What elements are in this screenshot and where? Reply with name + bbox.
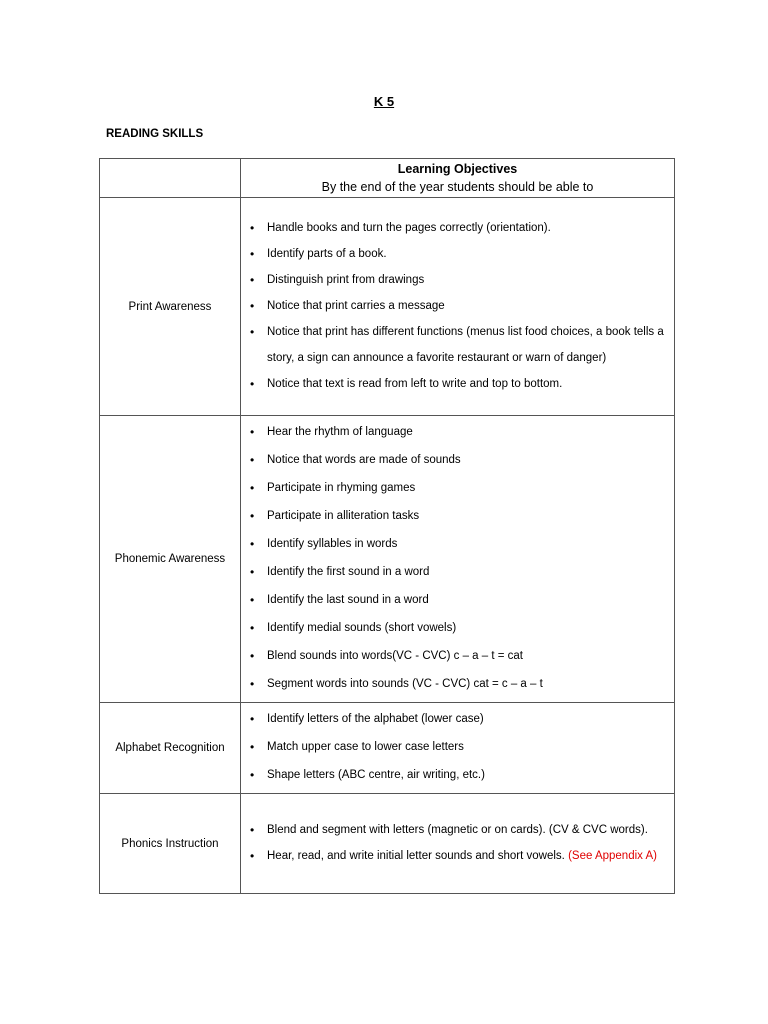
list-item: • Participate in rhyming games [247, 474, 668, 502]
list-item: • Identify the first sound in a word [247, 558, 668, 586]
objectives-table [99, 158, 675, 894]
list-item: • Segment words into sounds (VC - CVC) cat = c – a – t [247, 670, 668, 698]
list-item: • Identify the last sound in a word [247, 586, 668, 614]
objectives-list [241, 703, 674, 793]
objectives-list [241, 416, 674, 702]
section-heading: READING SKILLS [106, 128, 204, 140]
list-item: • Identify syllables in words [247, 530, 668, 558]
list-item: • Match upper case to lower case letters [247, 733, 668, 761]
list-item: • Notice that words are made of sounds [247, 446, 668, 474]
list-item: • Participate in alliteration tasks [247, 502, 668, 530]
list-item: • Distinguish print from drawings [247, 267, 668, 293]
appendix-reference: (See Appendix A) [568, 849, 657, 862]
skill-cell-print-awareness: Print Awareness [100, 198, 241, 416]
table-row [100, 198, 675, 416]
list-item: • Handle books and turn the pages correctly (orientation). [247, 215, 668, 241]
skill-cell-alphabet-recognition: Alphabet Recognition [100, 703, 241, 794]
header-cell [241, 159, 675, 198]
title-text: K 5 [373, 94, 395, 109]
learning-objectives-heading: Learning Objectives [397, 162, 518, 176]
objectives-cell [241, 794, 675, 894]
list-item: • Notice that print has different functions (menus list food choices, a book tells a story, a sign can announce a favorite restaurant or warn of danger) [247, 319, 668, 371]
objectives-cell [241, 703, 675, 794]
list-item: • Identify letters of the alphabet (lower case) [247, 705, 668, 733]
list-item: • Identify parts of a book. [247, 241, 668, 267]
list-item: • Blend sounds into words(VC - CVC) c – a – t = cat [247, 642, 668, 670]
list-item-text: Hear, read, and write initial letter sounds and short vowels. [267, 849, 565, 862]
table-row [100, 416, 675, 703]
document-title [0, 94, 768, 109]
table-header-row [100, 159, 675, 198]
learning-objectives-subtitle: By the end of the year students should be able to [321, 180, 594, 194]
objectives-list [241, 815, 674, 873]
list-item: • Identify medial sounds (short vowels) [247, 614, 668, 642]
objectives-cell [241, 198, 675, 416]
list-item: • Hear the rhythm of language [247, 418, 668, 446]
objectives-list [241, 213, 674, 401]
list-item: • Blend and segment with letters (magnetic or on cards). (CV & CVC words). [247, 817, 668, 843]
list-item: • Notice that print carries a message [247, 293, 668, 319]
list-item: • Shape letters (ABC centre, air writing, etc.) [247, 761, 668, 789]
skill-cell-phonics-instruction: Phonics Instruction [100, 794, 241, 894]
list-item: • Notice that text is read from left to write and top to bottom. [247, 371, 668, 397]
skill-cell-phonemic-awareness: Phonemic Awareness [100, 416, 241, 703]
table-row [100, 794, 675, 894]
header-empty-cell [100, 159, 241, 198]
objectives-cell [241, 416, 675, 703]
list-item [247, 843, 668, 869]
table-row [100, 703, 675, 794]
